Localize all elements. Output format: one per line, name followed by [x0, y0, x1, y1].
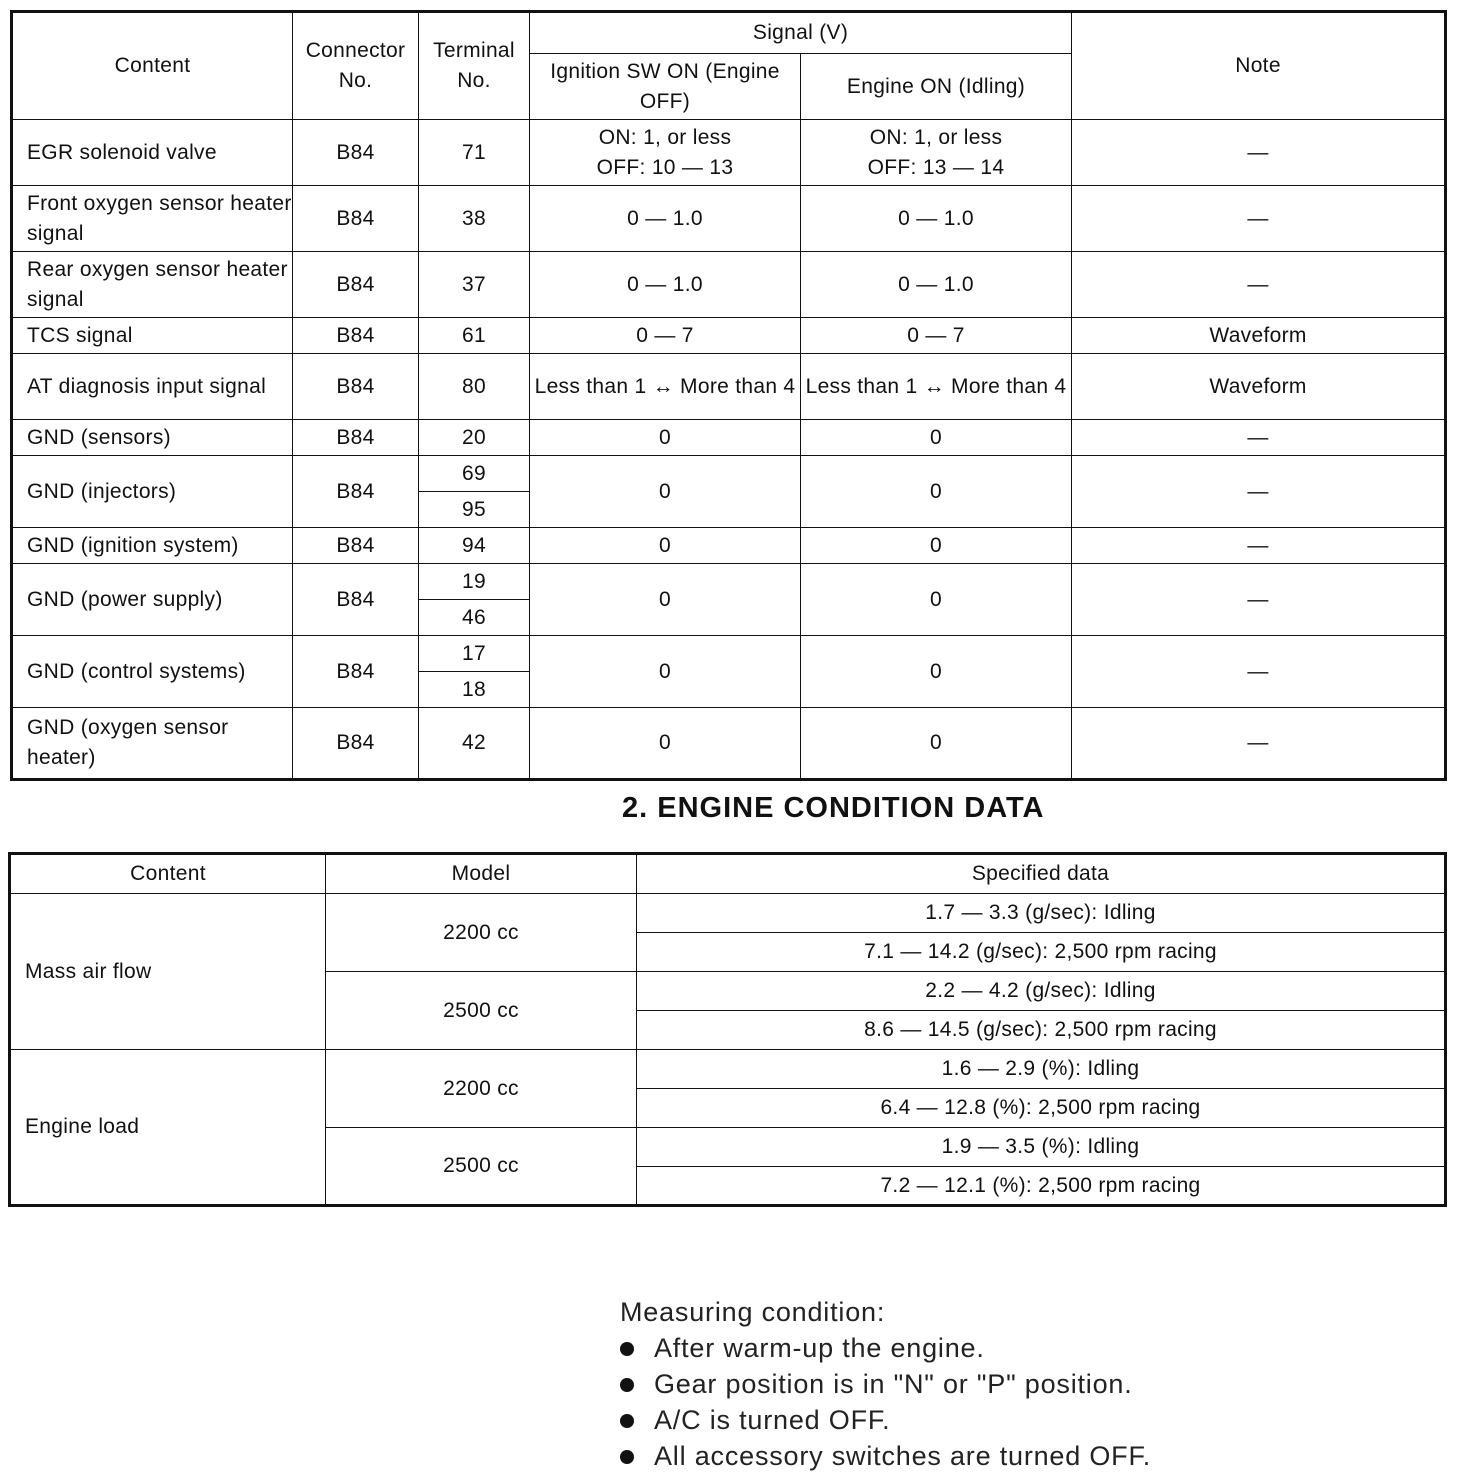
- content-cell: GND (sensors): [12, 420, 293, 456]
- ignition-signal-cell: 0 — 1.0: [530, 186, 801, 252]
- ignition-signal-cell: 0 — 1.0: [530, 252, 801, 318]
- engine-on-signal-cell: Less than 1 ↔ More than 4: [801, 354, 1072, 420]
- content-cell: Mass air flow: [10, 894, 326, 1050]
- list-item: [620, 1402, 1151, 1438]
- table-row: [12, 420, 1446, 456]
- note-cell: —: [1072, 120, 1446, 186]
- terminal-cell: 37: [419, 252, 530, 318]
- content-cell: GND (ignition system): [12, 528, 293, 564]
- terminal-cell: 61: [419, 318, 530, 354]
- engine-on-signal-cell: 0: [801, 456, 1072, 528]
- model-cell: 2200 cc: [326, 894, 637, 972]
- terminal-cell: 71: [419, 120, 530, 186]
- bullet-icon: [620, 1378, 634, 1392]
- engine-on-signal-cell: 0 — 1.0: [801, 252, 1072, 318]
- connector-cell: B84: [293, 636, 419, 708]
- signal-table: [10, 10, 1447, 781]
- content-cell: GND (control systems): [12, 636, 293, 708]
- header-content: Content: [10, 854, 326, 894]
- engine-on-signal-cell: 0: [801, 636, 1072, 708]
- ignition-signal-cell: 0: [530, 420, 801, 456]
- terminal-cell: 95: [419, 492, 530, 528]
- signal-table-body: [12, 120, 1446, 780]
- engine-condition-table: [8, 852, 1447, 1207]
- content-cell: Rear oxygen sensor heater signal: [12, 252, 293, 318]
- ignition-signal-cell: Less than 1 ↔ More than 4: [530, 354, 801, 420]
- header-note: Note: [1072, 12, 1446, 120]
- ignition-signal-cell: 0: [530, 528, 801, 564]
- note-cell: —: [1072, 708, 1446, 780]
- table-row: [12, 636, 1446, 672]
- table-row: [12, 708, 1446, 780]
- terminal-cell: 38: [419, 186, 530, 252]
- note-cell: —: [1072, 564, 1446, 636]
- note-cell: —: [1072, 636, 1446, 708]
- table-row: [10, 894, 1446, 933]
- content-cell: Engine load: [10, 1050, 326, 1206]
- table-row: [12, 528, 1446, 564]
- table-row: [12, 120, 1446, 186]
- specified-data-cell: 1.9 — 3.5 (%): Idling: [637, 1128, 1446, 1167]
- list-item: [620, 1366, 1151, 1402]
- terminal-cell: 94: [419, 528, 530, 564]
- content-cell: GND (oxygen sensor heater): [12, 708, 293, 780]
- note-cell: —: [1072, 420, 1446, 456]
- table-row: [12, 564, 1446, 600]
- terminal-cell: 19: [419, 564, 530, 600]
- specified-data-cell: 7.2 — 12.1 (%): 2,500 rpm racing: [637, 1167, 1446, 1206]
- connector-cell: B84: [293, 456, 419, 528]
- content-cell: TCS signal: [12, 318, 293, 354]
- engine-on-signal-cell: 0: [801, 420, 1072, 456]
- ignition-signal-cell: 0 — 7: [530, 318, 801, 354]
- terminal-cell: 80: [419, 354, 530, 420]
- ignition-signal-cell: 0: [530, 708, 801, 780]
- section-title: 2. ENGINE CONDITION DATA: [622, 792, 1045, 824]
- header-connector: Connector No.: [293, 12, 419, 120]
- connector-cell: B84: [293, 318, 419, 354]
- measuring-title: Measuring condition:: [620, 1297, 886, 1327]
- engine-table-body: [10, 894, 1446, 1206]
- connector-cell: B84: [293, 354, 419, 420]
- content-cell: EGR solenoid valve: [12, 120, 293, 186]
- table-row: [12, 318, 1446, 354]
- content-cell: GND (power supply): [12, 564, 293, 636]
- connector-cell: B84: [293, 252, 419, 318]
- content-cell: Front oxygen sensor heater signal: [12, 186, 293, 252]
- measuring-condition: [620, 1294, 1151, 1474]
- header-ignition: Ignition SW ON (Engine OFF): [530, 54, 801, 120]
- engine-on-signal-cell: 0: [801, 564, 1072, 636]
- note-cell: —: [1072, 456, 1446, 528]
- header-content: Content: [12, 12, 293, 120]
- bullet-icon: [620, 1414, 634, 1428]
- terminal-cell: 69: [419, 456, 530, 492]
- specified-data-cell: 2.2 — 4.2 (g/sec): Idling: [637, 972, 1446, 1011]
- ignition-signal-cell: 0: [530, 636, 801, 708]
- list-item: [620, 1438, 1151, 1474]
- bullet-icon: [620, 1450, 634, 1464]
- terminal-cell: 20: [419, 420, 530, 456]
- table-row: [12, 186, 1446, 252]
- table-row: [10, 1050, 1446, 1089]
- connector-cell: B84: [293, 708, 419, 780]
- terminal-cell: 42: [419, 708, 530, 780]
- connector-cell: B84: [293, 420, 419, 456]
- measuring-list: [620, 1330, 1151, 1474]
- connector-cell: B84: [293, 120, 419, 186]
- model-cell: 2200 cc: [326, 1050, 637, 1128]
- terminal-cell: 17: [419, 636, 530, 672]
- content-cell: GND (injectors): [12, 456, 293, 528]
- terminal-cell: 46: [419, 600, 530, 636]
- specified-data-cell: 6.4 — 12.8 (%): 2,500 rpm racing: [637, 1089, 1446, 1128]
- list-item-text: A/C is turned OFF.: [654, 1405, 891, 1435]
- engine-on-signal-cell: 0 — 1.0: [801, 186, 1072, 252]
- header-signal: Signal (V): [530, 12, 1072, 54]
- note-cell: Waveform: [1072, 354, 1446, 420]
- connector-cell: B84: [293, 564, 419, 636]
- connector-cell: B84: [293, 528, 419, 564]
- header-terminal: Terminal No.: [419, 12, 530, 120]
- note-cell: —: [1072, 252, 1446, 318]
- engine-on-signal-cell: 0: [801, 708, 1072, 780]
- connector-cell: B84: [293, 186, 419, 252]
- terminal-cell: 18: [419, 672, 530, 708]
- header-specified-data: Specified data: [637, 854, 1446, 894]
- engine-on-signal-cell: 0 — 7: [801, 318, 1072, 354]
- engine-on-signal-cell: 0: [801, 528, 1072, 564]
- list-item-text: After warm-up the engine.: [654, 1333, 985, 1363]
- note-cell: Waveform: [1072, 318, 1446, 354]
- bullet-icon: [620, 1342, 634, 1356]
- model-cell: 2500 cc: [326, 972, 637, 1050]
- list-item: [620, 1330, 1151, 1366]
- header-engine-on: Engine ON (Idling): [801, 54, 1072, 120]
- specified-data-cell: 1.6 — 2.9 (%): Idling: [637, 1050, 1446, 1089]
- specified-data-cell: 8.6 — 14.5 (g/sec): 2,500 rpm racing: [637, 1011, 1446, 1050]
- ignition-signal-cell: ON: 1, or less OFF: 10 — 13: [530, 120, 801, 186]
- table-row: [12, 354, 1446, 420]
- model-cell: 2500 cc: [326, 1128, 637, 1206]
- list-item-text: Gear position is in "N" or "P" position.: [654, 1369, 1133, 1399]
- ignition-signal-cell: 0: [530, 564, 801, 636]
- engine-on-signal-cell: ON: 1, or less OFF: 13 — 14: [801, 120, 1072, 186]
- note-cell: —: [1072, 186, 1446, 252]
- header-model: Model: [326, 854, 637, 894]
- content-cell: AT diagnosis input signal: [12, 354, 293, 420]
- table-row: [12, 456, 1446, 492]
- note-cell: —: [1072, 528, 1446, 564]
- list-item-text: All accessory switches are turned OFF.: [654, 1441, 1152, 1471]
- specified-data-cell: 7.1 — 14.2 (g/sec): 2,500 rpm racing: [637, 933, 1446, 972]
- table-row: [12, 252, 1446, 318]
- specified-data-cell: 1.7 — 3.3 (g/sec): Idling: [637, 894, 1446, 933]
- ignition-signal-cell: 0: [530, 456, 801, 528]
